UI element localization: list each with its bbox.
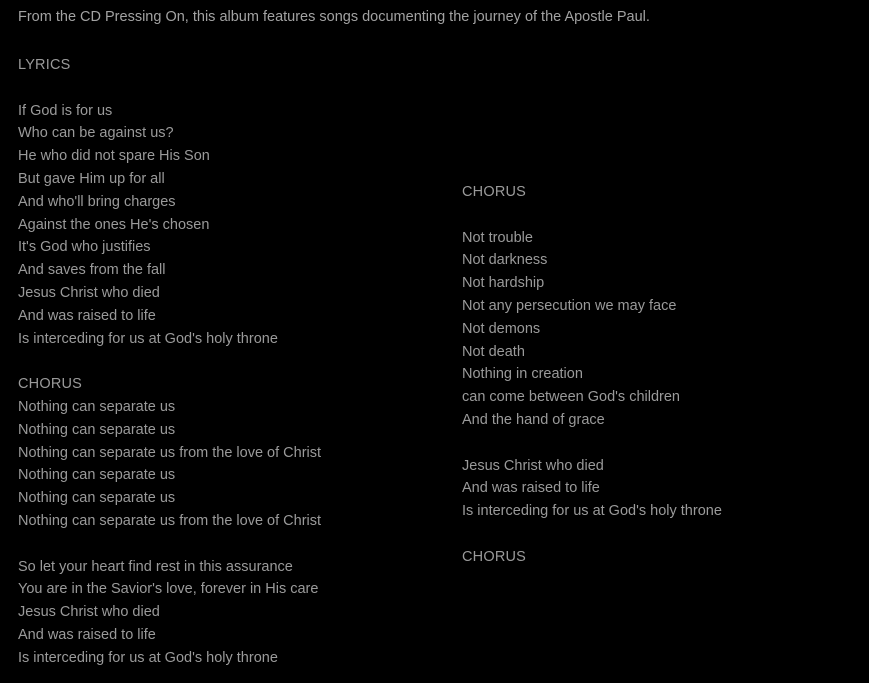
album-intro-text: From the CD Pressing On, this album features songs documenting the journey of the Apostle Paul. [18,9,650,25]
lyric-line: But gave Him up for all [18,170,165,187]
lyric-line: He who did not spare His Son [18,148,210,165]
chorus-heading: CHORUS [18,376,83,393]
lyric-line: Is interceding for us at God's holy throne [462,503,722,520]
verse-one [18,100,438,351]
spacer [18,533,438,556]
spacer [462,432,852,455]
lyric-line: If God is for us [18,102,113,119]
lyric-line: Not trouble [462,229,533,246]
spacer [18,77,438,100]
chorus-heading-bottom: CHORUS [462,548,527,565]
lyric-line: Is interceding for us at God's holy throne [18,649,278,666]
verse-three [462,227,852,432]
lyric-line: Not death [462,343,525,360]
chorus-heading-top: CHORUS [462,184,527,200]
lyric-line: Not hardship [462,275,545,292]
lyric-line: Nothing can separate us from the love of Christ [18,512,322,529]
lyric-line: Jesus Christ who died [18,284,160,301]
lyrics-heading: LYRICS [18,57,71,73]
lyric-line: Not any persecution we may face [462,297,677,314]
lyric-line: And the hand of grace [462,411,605,428]
lyric-line: Not darkness [462,252,548,269]
lyrics-left-column [18,54,438,670]
lyric-line: And was raised to life [18,626,156,643]
spacer [18,350,438,373]
verse-four [462,455,852,523]
lyric-line: And who'll bring charges [18,193,176,210]
lyric-line: And was raised to life [18,307,156,324]
lyric-line: Nothing can separate us [18,490,176,507]
lyric-line: Nothing can separate us [18,421,176,438]
lyrics-right-column [462,181,852,569]
lyric-line: And saves from the fall [18,262,166,279]
verse-two [18,556,438,670]
spacer [462,204,852,227]
lyric-line: can come between God's children [462,389,680,406]
lyric-line: And was raised to life [462,480,600,497]
lyric-line: Who can be against us? [18,125,174,142]
spacer [462,523,852,546]
chorus-block-left [18,373,438,533]
lyric-line: So let your heart find rest in this assurance [18,558,293,575]
lyric-line: Nothing can separate us from the love of Christ [18,444,322,461]
lyric-line: Nothing can separate us [18,398,176,415]
lyric-line: It's God who justifies [18,239,151,256]
lyric-line: Not demons [462,320,541,337]
lyric-line: Is interceding for us at God's holy throne [18,330,278,347]
lyric-line: Nothing can separate us [18,467,176,484]
lyric-line: Against the ones He's chosen [18,216,210,233]
lyric-line: Jesus Christ who died [462,457,604,474]
lyric-line: You are in the Savior's love, forever in His care [18,581,319,598]
lyric-line: Nothing in creation [462,366,583,383]
lyric-line: Jesus Christ who died [18,604,160,621]
